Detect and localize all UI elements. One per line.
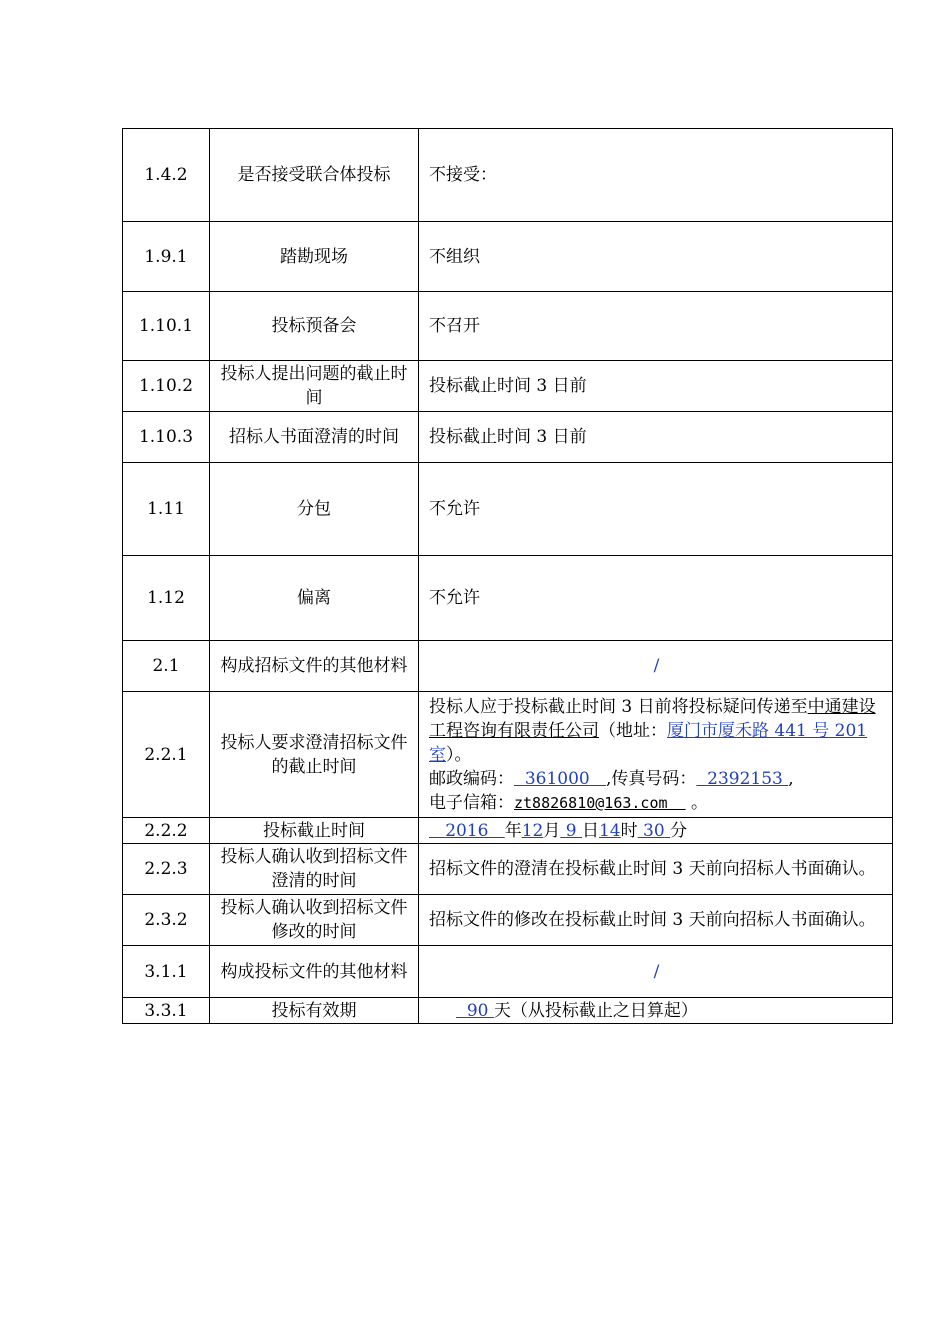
clause-content: 招标文件的修改在投标截止时间 3 天前向招标人书面确认。 bbox=[419, 895, 893, 946]
table-row bbox=[123, 692, 893, 818]
company-name: 中通建设工程咨询有限责任公司 bbox=[429, 696, 876, 741]
table-row bbox=[123, 463, 893, 556]
table-row bbox=[123, 129, 893, 222]
clause-item: 构成投标文件的其他材料 bbox=[210, 946, 419, 998]
clause-number: 2.3.2 bbox=[123, 895, 210, 946]
clause-item: 投标截止时间 bbox=[210, 818, 419, 844]
clause-number: 1.11 bbox=[123, 463, 210, 556]
deadline-minute: 30 bbox=[643, 820, 665, 841]
email-value: zt8826810@163.com bbox=[514, 793, 668, 812]
validity-days: 90 bbox=[466, 1000, 489, 1021]
deadline-year: 2016 bbox=[445, 820, 489, 841]
clause-item: 分包 bbox=[210, 463, 419, 556]
clause-item: 投标人确认收到招标文件修改的时间 bbox=[210, 895, 419, 946]
clause-number: 3.3.1 bbox=[123, 998, 210, 1024]
table-row bbox=[123, 222, 893, 292]
clause-item: 投标人提出问题的截止时间 bbox=[210, 361, 419, 412]
data-sheet-table bbox=[122, 128, 893, 1024]
clause-content: 不允许 bbox=[419, 463, 893, 556]
table-row bbox=[123, 998, 893, 1024]
table-row bbox=[123, 946, 893, 998]
clause-item: 投标预备会 bbox=[210, 292, 419, 361]
table-row bbox=[123, 844, 893, 895]
table-row bbox=[123, 556, 893, 641]
clause-item: 是否接受联合体投标 bbox=[210, 129, 419, 222]
table-row bbox=[123, 412, 893, 463]
empty-slash: / bbox=[653, 656, 660, 676]
clause-item: 踏勘现场 bbox=[210, 222, 419, 292]
table-row bbox=[123, 361, 893, 412]
clause-number: 1.9.1 bbox=[123, 222, 210, 292]
clause-content: 投标人应于投标截止时间 3 日前将投标疑问传递至中通建设工程咨询有限责任公司（地址：厦门市厦禾路 441 号 201 室）。 邮政编码： 361000 ,传真号码： 2392153 , 电子信箱：zt8826810@163.com 。 bbox=[419, 692, 893, 818]
clause-item: 招标人书面澄清的时间 bbox=[210, 412, 419, 463]
table-row bbox=[123, 818, 893, 844]
deadline-day: 9 bbox=[565, 820, 577, 841]
clause-item: 投标人要求澄清招标文件的截止时间 bbox=[210, 692, 419, 818]
clause-item: 投标人确认收到招标文件澄清的时间 bbox=[210, 844, 419, 895]
clause-content: 不允许 bbox=[419, 556, 893, 641]
table-row bbox=[123, 292, 893, 361]
clause-item: 构成招标文件的其他材料 bbox=[210, 641, 419, 692]
deadline-hour: 14 bbox=[598, 820, 621, 841]
postcode-value: 361000 bbox=[524, 768, 590, 789]
table-row bbox=[123, 895, 893, 946]
clause-number: 1.12 bbox=[123, 556, 210, 641]
fax-value: 2392153 bbox=[707, 768, 783, 789]
clause-number: 2.1 bbox=[123, 641, 210, 692]
deadline-month: 12 bbox=[521, 820, 544, 841]
clause-content: 不召开 bbox=[419, 292, 893, 361]
clause-number: 1.10.1 bbox=[123, 292, 210, 361]
clause-content: 90 天（从投标截止之日算起） bbox=[419, 998, 893, 1024]
address-value: 厦门市厦禾路 441 号 201 室 bbox=[429, 720, 868, 765]
clause-content: 投标截止时间 3 日前 bbox=[419, 412, 893, 463]
clause-content: 不组织 bbox=[419, 222, 893, 292]
clause-content: 2016 年12月 9 日14时 30 分 bbox=[419, 818, 893, 844]
empty-slash: / bbox=[653, 961, 660, 982]
clause-content: 招标文件的澄清在投标截止时间 3 天前向招标人书面确认。 bbox=[419, 844, 893, 895]
table-row bbox=[123, 641, 893, 692]
clause-content: 投标截止时间 3 日前 bbox=[419, 361, 893, 412]
clause-number: 1.4.2 bbox=[123, 129, 210, 222]
clause-number: 2.2.3 bbox=[123, 844, 210, 895]
clause-number: 1.10.3 bbox=[123, 412, 210, 463]
clause-number: 1.10.2 bbox=[123, 361, 210, 412]
clause-number: 2.2.1 bbox=[123, 692, 210, 818]
clause-item: 投标有效期 bbox=[210, 998, 419, 1024]
clause-number: 2.2.2 bbox=[123, 818, 210, 844]
clause-item: 偏离 bbox=[210, 556, 419, 641]
clause-number: 3.1.1 bbox=[123, 946, 210, 998]
clause-content: 不接受： bbox=[419, 129, 893, 222]
